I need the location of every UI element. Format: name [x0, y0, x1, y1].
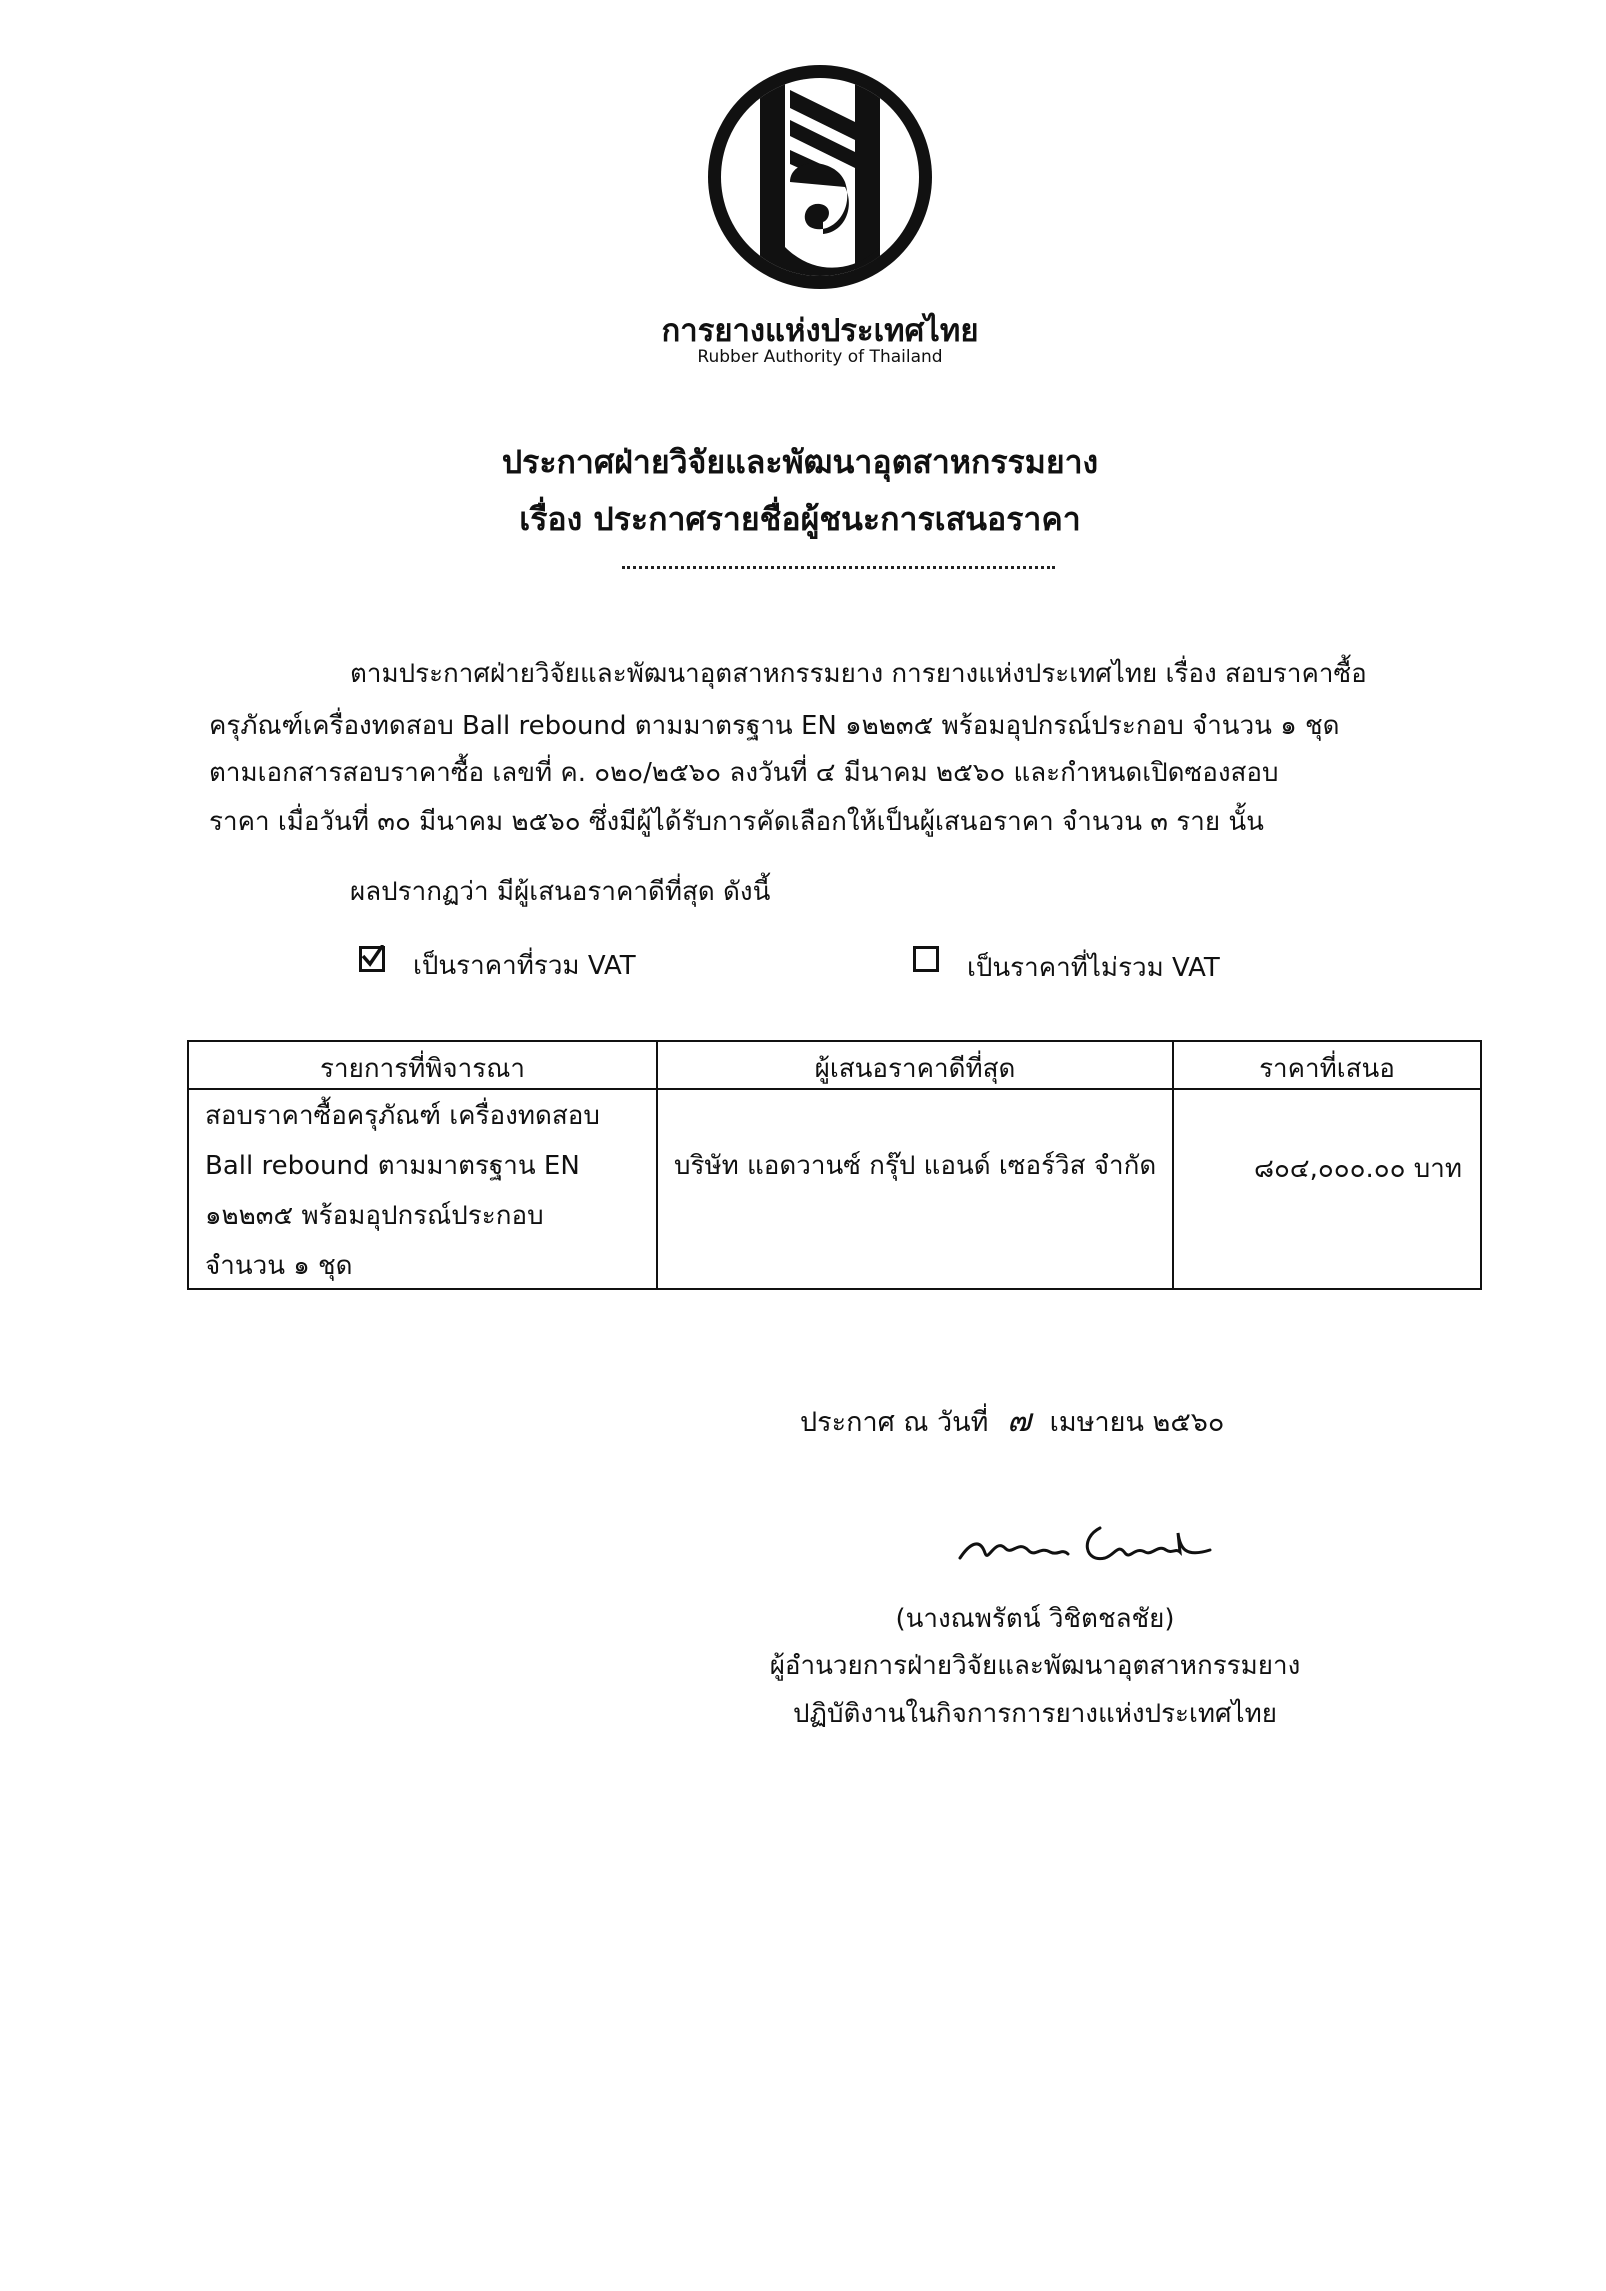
signatory-title: ผู้อำนวยการฝ่ายวิจัยและพัฒนาอุตสาหกรรมยาง: [769, 1651, 1301, 1681]
table-border: [187, 1288, 1482, 1290]
vat-excluded-checkbox: [913, 946, 939, 972]
checkmark-icon: [360, 945, 384, 969]
vat-excluded-label: เป็นราคาที่ไม่รวม VAT: [967, 953, 1220, 983]
rubber-authority-logo-icon: [705, 62, 935, 292]
column-header-bidder: ผู้เสนอราคาดีที่สุด: [814, 1054, 1016, 1084]
organization-name-english: Rubber Authority of Thailand: [697, 347, 943, 367]
organization-name-thai: การยางแห่งประเทศไทย: [661, 313, 979, 349]
vat-included-label: เป็นราคาที่รวม VAT: [413, 951, 636, 981]
winner-table: [187, 1040, 1482, 1290]
item-description-line: จำนวน ๑ ชุด: [205, 1251, 353, 1281]
best-bidder-name: บริษัท แอดวานซ์ กรุ๊ป แอนด์ เซอร์วิส จำกัด: [674, 1151, 1157, 1181]
item-description-line: สอบราคาซื้อครุภัณฑ์ เครื่องทดสอบ: [205, 1101, 600, 1131]
body-line: ครุภัณฑ์เครื่องทดสอบ Ball rebound ตามมาตรฐาน EN ๑๒๒๓๕ พร้อมอุปกรณ์ประกอบ จำนวน ๑ ชุด: [209, 711, 1340, 741]
item-description-line: ๑๒๒๓๕ พร้อมอุปกรณ์ประกอบ: [205, 1201, 544, 1231]
announcement-subject: เรื่อง ประกาศรายชื่อผู้ชนะการเสนอราคา: [519, 500, 1081, 538]
announcement-day: ๗: [1007, 1401, 1032, 1439]
announcement-date: [800, 1395, 1224, 1446]
signatory-name: (นางณพรัตน์ วิชิตชลชัย): [895, 1604, 1175, 1634]
dotted-separator: [622, 560, 1055, 569]
column-header-item: รายการที่พิจารณา: [320, 1054, 525, 1084]
announcement-month-year: เมษายน ๒๕๖๐: [1049, 1407, 1225, 1438]
item-description-line: Ball rebound ตามมาตรฐาน EN: [205, 1151, 580, 1181]
announcement-heading: ประกาศฝ่ายวิจัยและพัฒนาอุตสาหกรรมยาง: [501, 443, 1099, 481]
offered-price: ๘๐๔,๐๐๐.๐๐ บาท: [1254, 1154, 1462, 1184]
body-line: ราคา เมื่อวันที่ ๓๐ มีนาคม ๒๕๖๐ ซึ่งมีผู้ได้รับการคัดเลือกให้เป็นผู้เสนอราคา จำนวน ๓ ราย นั้น: [209, 807, 1264, 837]
announcement-date-prefix: ประกาศ ณ วันที่: [800, 1407, 989, 1438]
body-line: ตามเอกสารสอบราคาซื้อ เลขที่ ค. ๐๒๐/๒๕๖๐ ลงวันที่ ๔ มีนาคม ๒๕๖๐ และกำหนดเปิดซองสอบ: [209, 758, 1279, 788]
handwritten-signature-icon: [940, 1508, 1240, 1578]
signatory-title: ปฏิบัติงานในกิจการการยางแห่งประเทศไทย: [792, 1699, 1277, 1729]
table-border: [1480, 1040, 1482, 1290]
column-header-price: ราคาที่เสนอ: [1259, 1054, 1395, 1084]
table-border: [187, 1040, 1482, 1042]
body-line: ตามประกาศฝ่ายวิจัยและพัฒนาอุตสาหกรรมยาง การยางแห่งประเทศไทย เรื่อง สอบราคาซื้อ: [350, 659, 1367, 689]
result-statement: ผลปรากฏว่า มีผู้เสนอราคาดีที่สุด ดังนี้: [350, 877, 771, 907]
vat-included-checkbox: [359, 946, 385, 972]
